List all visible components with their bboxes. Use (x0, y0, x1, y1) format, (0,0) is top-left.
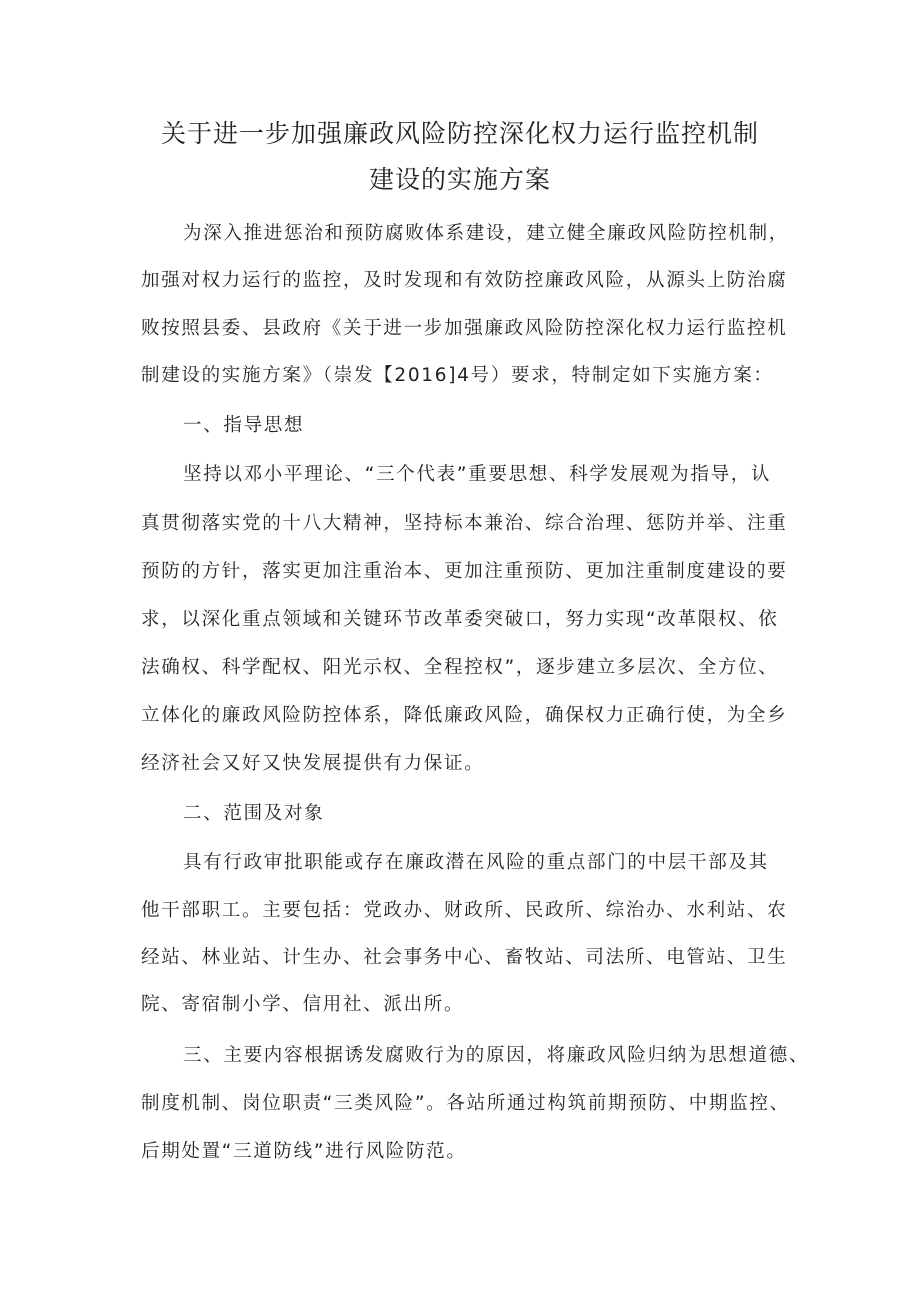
section3-line: 制度机制、岗位职责“三类风险”。各站所通过构筑前期预防、中期监控、 (141, 1093, 790, 1114)
section3-line: 后期处置“三道防线”进行风险防范。 (141, 1141, 467, 1162)
intro-line: 败按照县委、县政府《关于进一步加强廉政风险防控深化权力运行监控机 (141, 318, 788, 339)
document-title-line-1: 关于进一步加强廉政风险防控深化权力运行监控机制 (160, 119, 759, 148)
section2-line: 院、寄宿制小学、信用社、派出所。 (141, 994, 465, 1015)
section1-line: 真贯彻落实党的十八大精神，坚持标本兼治、综合治理、惩防并举、注重 (141, 513, 788, 534)
section1-line: 求，以深化重点领域和关键环节改革委突破口，努力实现“改革限权、依 (141, 609, 779, 630)
document-title-line-2: 建设的实施方案 (368, 165, 551, 194)
section1-line: 经济社会又好又快发展提供有力保证。 (141, 753, 485, 774)
section1-line: 预防的方针，落实更加注重治本、更加注重预防、更加注重制度建设的要 (141, 561, 788, 582)
section3-line: 三、主要内容根据诱发腐败行为的原因，将廉政风险归纳为思想道德、 (183, 1045, 810, 1066)
section2-line: 具有行政审批职能或存在廉政潜在风险的重点部门的中层干部及其 (183, 852, 769, 873)
intro-line: 为深入推进惩治和预防腐败体系建设，建立健全廉政风险防控机制， (183, 223, 790, 244)
section2-line: 经站、林业站、计生办、社会事务中心、畜牧站、司法所、电管站、卫生 (141, 947, 788, 968)
section1-line: 法确权、科学配权、阳光示权、全程控权”，逐步建立多层次、全方位、 (141, 657, 779, 678)
intro-line: 制建设的实施方案》（崇发【2016]4号）要求，特制定如下实施方案： (141, 365, 774, 386)
section-heading-scope: 二、范围及对象 (183, 803, 325, 824)
section-heading-guiding-ideology: 一、指导思想 (183, 415, 305, 436)
intro-line: 加强对权力运行的监控，及时发现和有效防控廉政风险，从源头上防治腐 (141, 270, 788, 291)
section2-line: 他干部职工。主要包括：党政办、财政所、民政所、综治办、水利站、农 (141, 900, 788, 921)
section1-line: 坚持以邓小平理论、“三个代表”重要思想、科学发展观为指导，认 (183, 464, 772, 485)
section1-line: 立体化的廉政风险防控体系，降低廉政风险，确保权力正确行使，为全乡 (141, 705, 788, 726)
